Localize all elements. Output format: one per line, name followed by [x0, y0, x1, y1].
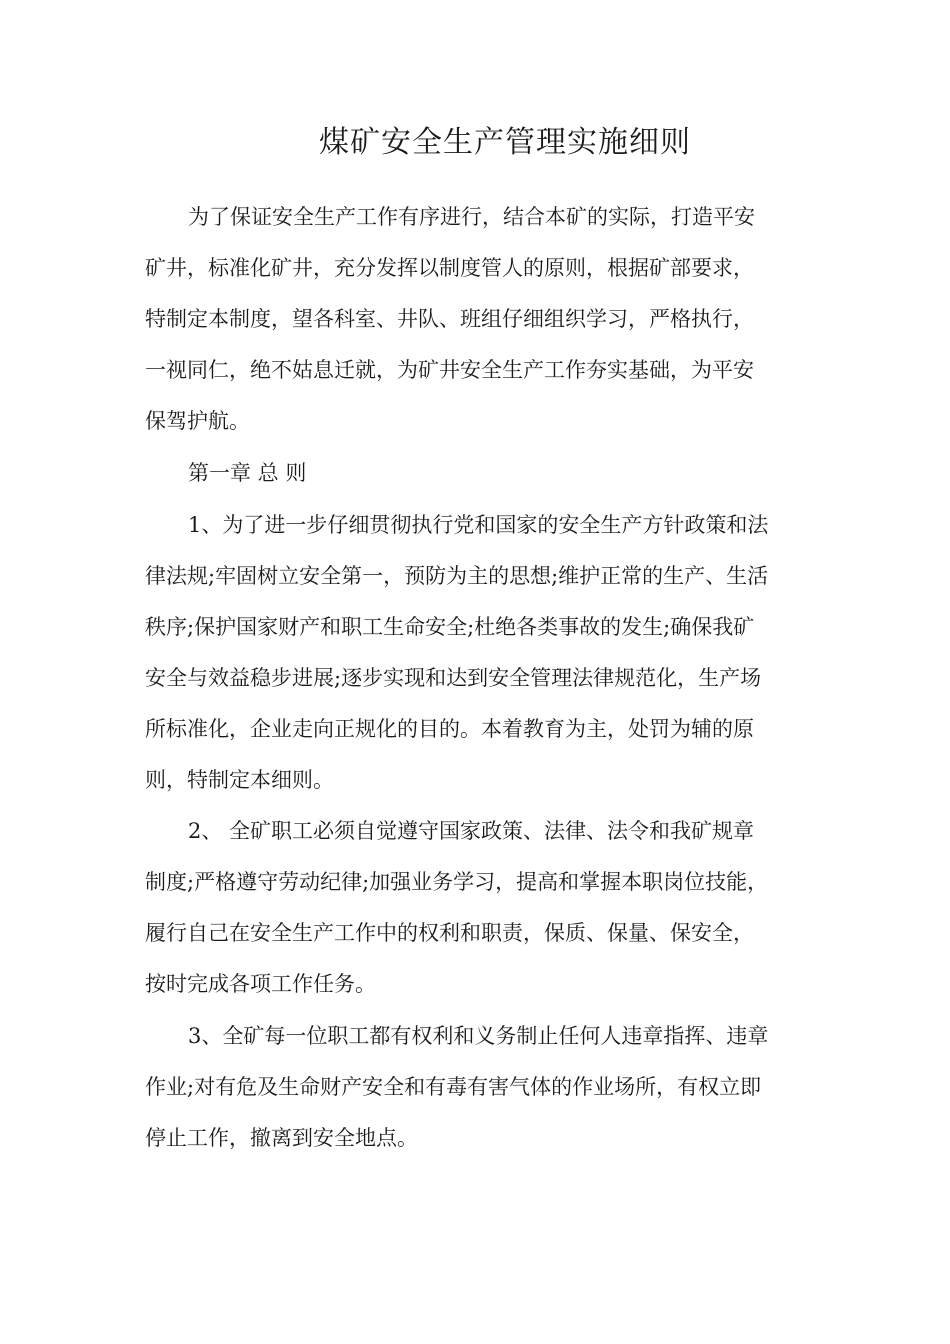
article-2-line: 履行自己在安全生产工作中的权利和职责，保质、保量、保安全，: [145, 921, 754, 945]
intro-line: 一视同仁，绝不姑息迁就，为矿井安全生产工作夯实基础，为平安: [145, 358, 754, 382]
intro-line: 保驾护航。: [145, 409, 250, 433]
article-3-line: 作业;对有危及生命财产安全和有毒有害气体的作业场所，有权立即: [145, 1075, 762, 1099]
article-2-line: 制度;严格遵守劳动纪律;加强业务学习，提高和掌握本职岗位技能，: [145, 870, 769, 894]
article-2-paragraph: [145, 806, 805, 1010]
article-3-line: 停止工作，撤离到安全地点。: [145, 1126, 418, 1150]
article-1-line: 安全与效益稳步进展;逐步实现和达到安全管理法律规范化，生产场: [145, 666, 762, 690]
intro-line: 矿井，标准化矿井，充分发挥以制度管人的原则，根据矿部要求，: [145, 256, 754, 280]
article-2-line: 2、 全矿职工必须自觉遵守国家政策、法律、法令和我矿规章: [188, 819, 755, 843]
article-1-line: 秩序;保护国家财产和职工生命安全;杜绝各类事故的发生;确保我矿: [145, 615, 755, 639]
article-2-line: 按时完成各项工作任务。: [145, 972, 376, 996]
article-1-line: 1、为了进一步仔细贯彻执行党和国家的安全生产方针政策和法: [188, 513, 769, 537]
intro-line: 特制定本制度，望各科室、井队、班组仔细组织学习，严格执行，: [145, 307, 754, 331]
chapter-heading: [145, 448, 805, 499]
intro-paragraph: [145, 192, 805, 447]
chapter-heading-text: 第一章 总 则: [188, 461, 307, 485]
article-1-paragraph: [145, 500, 805, 806]
article-1-line: 所标准化，企业走向正规化的目的。本着教育为主，处罚为辅的原: [145, 717, 754, 741]
article-1-line: 则，特制定本细则。: [145, 768, 334, 792]
intro-line: 为了保证安全生产工作有序进行，结合本矿的实际，打造平安: [188, 205, 755, 229]
document-title: 煤矿安全生产管理实施细则: [319, 125, 691, 160]
article-3-line: 3、全矿每一位职工都有权利和义务制止任何人违章指挥、违章: [188, 1024, 769, 1048]
article-3-paragraph: [145, 1011, 805, 1164]
article-1-line: 律法规;牢固树立安全第一，预防为主的思想;维护正常的生产、生活: [145, 564, 769, 588]
